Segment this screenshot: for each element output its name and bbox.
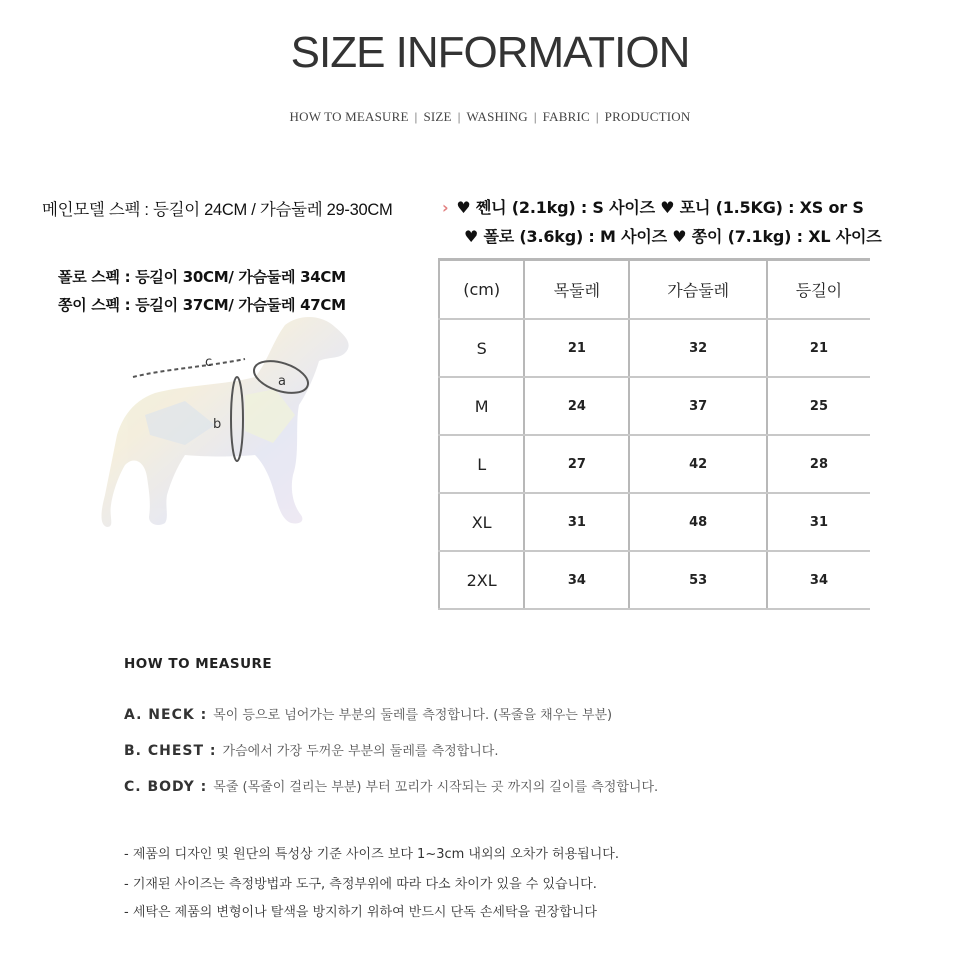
nav-washing[interactable]: WASHING bbox=[466, 109, 528, 124]
size-label: L bbox=[439, 435, 524, 493]
back-length-value: 28 bbox=[767, 435, 870, 493]
nav-size[interactable]: SIZE bbox=[423, 109, 452, 124]
chest-value: 53 bbox=[629, 551, 766, 609]
size-label: XL bbox=[439, 493, 524, 551]
table-row bbox=[439, 551, 870, 609]
page-title: SIZE INFORMATION bbox=[290, 28, 690, 77]
nav-separator: | bbox=[595, 109, 599, 124]
nav-separator: | bbox=[533, 109, 537, 124]
note-item: - 기재된 사이즈는 측정방법과 도구, 측정부위에 따라 다소 차이가 있을 수 있습니다. bbox=[124, 877, 597, 892]
back-length-value: 31 bbox=[767, 493, 870, 551]
dog-silhouette bbox=[102, 317, 349, 527]
measure-key: B. CHEST : bbox=[124, 743, 217, 759]
neck-value: 24 bbox=[524, 377, 629, 435]
measure-desc: 목이 등으로 넘어가는 부분의 둘레를 측정합니다. (목줄을 채우는 부분) bbox=[213, 708, 613, 723]
label-b: b bbox=[213, 417, 222, 432]
chest-value: 42 bbox=[629, 435, 766, 493]
jjongi-spec: 쫑이 스펙 : 등길이 37CM/ 가슴둘레 47CM bbox=[58, 296, 346, 314]
measure-body bbox=[124, 776, 658, 795]
chest-value: 37 bbox=[629, 377, 766, 435]
nav-separator: | bbox=[414, 109, 418, 124]
chest-value: 32 bbox=[629, 319, 766, 377]
chest-value: 48 bbox=[629, 493, 766, 551]
size-label: 2XL bbox=[439, 551, 524, 609]
table-row bbox=[439, 493, 870, 551]
header-unit: (cm) bbox=[439, 260, 524, 320]
nav-fabric[interactable]: FABRIC bbox=[542, 109, 590, 124]
polo-spec: 폴로 스펙 : 등길이 30CM/ 가슴둘레 34CM bbox=[58, 268, 346, 286]
table-row bbox=[439, 435, 870, 493]
chevron-right-icon: › bbox=[442, 198, 449, 217]
back-length-value: 25 bbox=[767, 377, 870, 435]
size-label: S bbox=[439, 319, 524, 377]
label-c: c bbox=[205, 355, 213, 370]
pet-sizes-text-1: ♥ 쩬니 (2.1kg) : S 사이즈 ♥ 포니 (1.5KG) : XS or S bbox=[456, 198, 864, 217]
label-a: a bbox=[278, 374, 286, 389]
back-length-value: 21 bbox=[767, 319, 870, 377]
nav-how-to-measure[interactable]: HOW TO MEASURE bbox=[289, 109, 409, 124]
measure-desc: 목줄 (목줄이 걸리는 부분) 부터 꼬리가 시작되는 곳 까지의 길이를 측정합니다. bbox=[213, 780, 659, 795]
size-table bbox=[438, 258, 870, 610]
how-to-measure-heading: HOW TO MEASURE bbox=[124, 656, 273, 672]
pet-sizes-line-1 bbox=[442, 195, 864, 218]
neck-value: 34 bbox=[524, 551, 629, 609]
nav-separator: | bbox=[457, 109, 461, 124]
dog-measure-diagram bbox=[95, 305, 365, 545]
measure-desc: 가슴에서 가장 두꺼운 부분의 둘레를 측정합니다. bbox=[222, 744, 499, 759]
note-item: - 제품의 디자인 및 원단의 특성상 기준 사이즈 보다 1~3cm 내외의 오차가 허용됩니다. bbox=[124, 847, 619, 862]
back-length-value: 34 bbox=[767, 551, 870, 609]
measure-key: C. BODY : bbox=[124, 779, 208, 795]
neck-value: 27 bbox=[524, 435, 629, 493]
section-nav bbox=[0, 109, 980, 125]
table-row bbox=[439, 377, 870, 435]
line-c-body bbox=[133, 359, 245, 377]
pet-sizes-line-2: ♥ 폴로 (3.6kg) : M 사이즈 ♥ 쫑이 (7.1kg) : XL 사이즈 bbox=[464, 227, 882, 246]
measure-neck bbox=[124, 704, 612, 723]
neck-value: 21 bbox=[524, 319, 629, 377]
measure-chest bbox=[124, 740, 499, 759]
measure-key: A. NECK : bbox=[124, 707, 208, 723]
note-item: - 세탁은 제품의 변형이나 탈색을 방지하기 위하여 반드시 단독 손세탁을 권장합니다 bbox=[124, 905, 597, 920]
nav-production[interactable]: PRODUCTION bbox=[604, 109, 691, 124]
table-row bbox=[439, 319, 870, 377]
header-back-length: 등길이 bbox=[767, 260, 870, 320]
size-label: M bbox=[439, 377, 524, 435]
header-chest: 가슴둘레 bbox=[629, 260, 766, 320]
size-table-header bbox=[439, 260, 870, 320]
header-neck: 목둘레 bbox=[524, 260, 629, 320]
main-model-spec: 메인모델 스펙 : 등길이 24CM / 가슴둘레 29-30CM bbox=[42, 201, 393, 219]
neck-value: 31 bbox=[524, 493, 629, 551]
